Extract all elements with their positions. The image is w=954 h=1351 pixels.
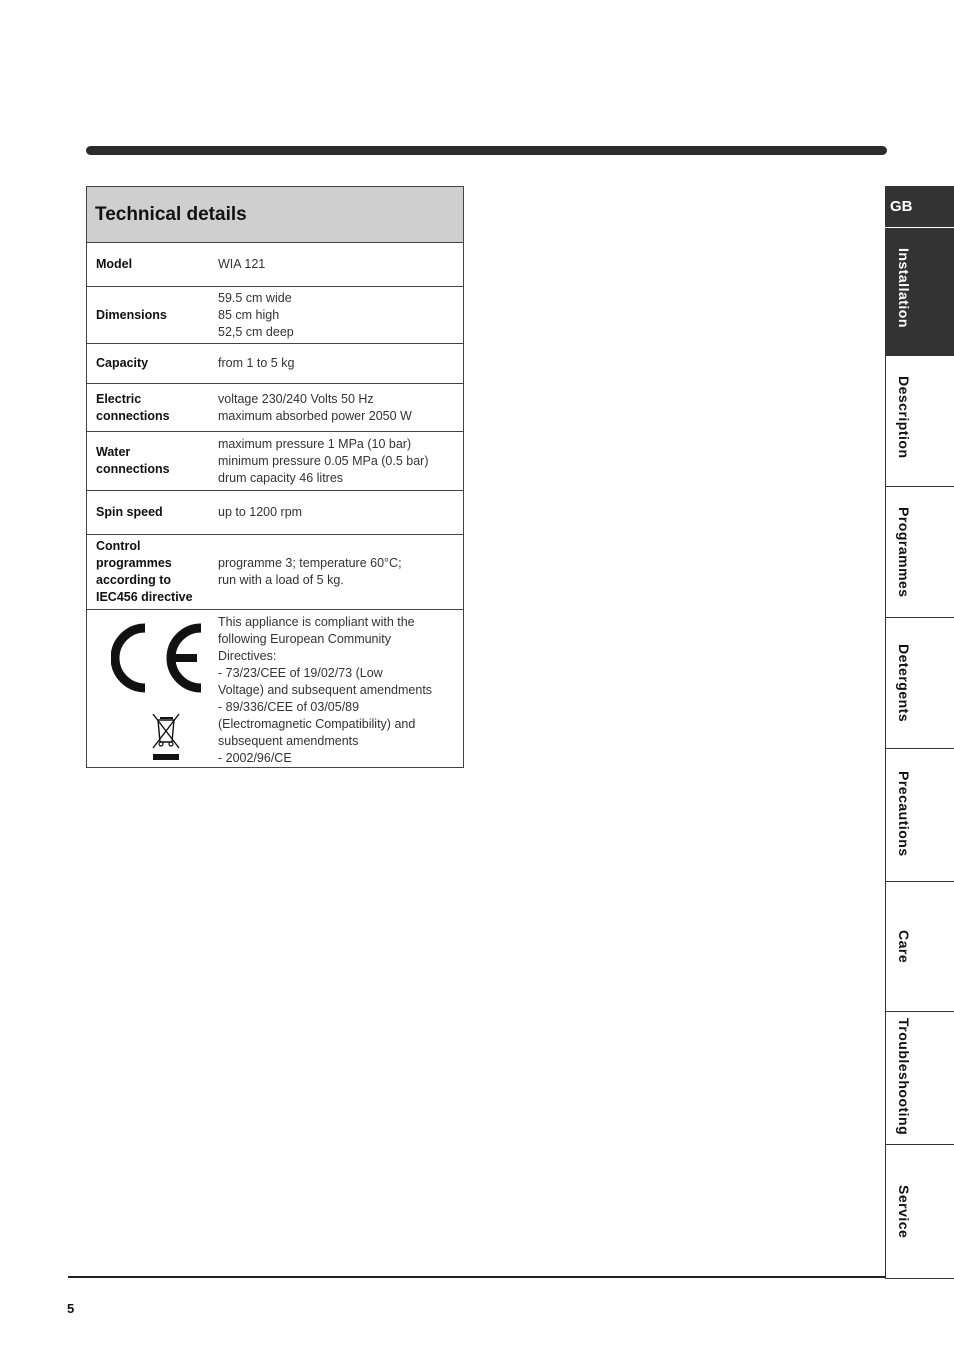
language-tab[interactable] bbox=[885, 186, 954, 228]
ce-mark-icon bbox=[111, 622, 205, 694]
spec-label: Model bbox=[96, 257, 133, 271]
tab-detergents[interactable] bbox=[885, 618, 954, 749]
tab-troubleshooting[interactable] bbox=[885, 1012, 954, 1145]
language-label: GB bbox=[890, 198, 913, 215]
compliance-text: Voltage) and subsequent amendments bbox=[218, 683, 433, 697]
tab-care[interactable] bbox=[885, 882, 954, 1012]
compliance-text: following European Community bbox=[218, 632, 392, 646]
spec-label: Spin speed bbox=[96, 505, 163, 519]
spec-row-water bbox=[87, 432, 463, 491]
spec-label: Control programmes according to IEC456 directive bbox=[96, 539, 193, 604]
compliance-text: (Electromagnetic Compatibility) and bbox=[218, 717, 416, 731]
tab-description[interactable] bbox=[885, 356, 954, 487]
top-divider-bar bbox=[86, 146, 887, 155]
compliance-text: - 89/336/CEE of 03/05/89 bbox=[218, 700, 360, 714]
spec-value: 52,5 cm deep bbox=[218, 324, 294, 339]
tab-label: Service bbox=[896, 1185, 912, 1239]
tab-installation[interactable] bbox=[885, 228, 954, 356]
spec-row-capacity bbox=[87, 344, 463, 384]
tab-label: Care bbox=[896, 930, 912, 964]
tab-programmes[interactable] bbox=[885, 487, 954, 618]
tab-label: Troubleshooting bbox=[896, 1018, 912, 1136]
bottom-divider bbox=[68, 1276, 886, 1278]
table-header bbox=[87, 187, 463, 243]
spec-value: drum capacity 46 litres bbox=[218, 470, 344, 485]
spec-row-electric bbox=[87, 384, 463, 432]
spec-value: from 1 to 5 kg bbox=[218, 356, 295, 370]
tab-label: Detergents bbox=[896, 644, 912, 723]
spec-label: Capacity bbox=[96, 356, 149, 370]
tab-label: Programmes bbox=[896, 507, 912, 598]
spec-value: maximum pressure 1 MPa (10 bar) bbox=[218, 436, 412, 451]
tab-label: Description bbox=[896, 376, 912, 459]
spec-value: minimum pressure 0.05 MPa (0.5 bar) bbox=[218, 453, 429, 468]
technical-details-table bbox=[86, 186, 464, 768]
spec-row-compliance bbox=[87, 610, 463, 767]
compliance-text: Directives: bbox=[218, 649, 277, 663]
page-number: 5 bbox=[67, 1301, 75, 1316]
tab-service[interactable] bbox=[885, 1145, 954, 1279]
tab-label: Installation bbox=[896, 248, 912, 328]
compliance-text: This appliance is compliant with the bbox=[218, 615, 415, 629]
spec-label: Water connections bbox=[96, 445, 170, 476]
spec-row-spin-speed bbox=[87, 491, 463, 535]
spec-row-control-programmes bbox=[87, 535, 463, 610]
spec-label: Electric connections bbox=[96, 391, 170, 423]
compliance-text: - 2002/96/CE bbox=[218, 751, 292, 765]
spec-value: voltage 230/240 Volts 50 Hz bbox=[218, 391, 374, 406]
compliance-text: subsequent amendments bbox=[218, 734, 359, 748]
spec-value: 59.5 cm wide bbox=[218, 290, 292, 305]
tab-precautions[interactable] bbox=[885, 749, 954, 882]
spec-label: Dimensions bbox=[96, 307, 167, 322]
spec-value: up to 1200 rpm bbox=[218, 505, 303, 519]
weee-crossed-bin-icon bbox=[151, 710, 181, 762]
spec-value: WIA 121 bbox=[218, 257, 266, 271]
section-title: Technical details bbox=[95, 203, 247, 225]
spec-value: run with a load of 5 kg. bbox=[218, 573, 344, 587]
spec-value: 85 cm high bbox=[218, 307, 280, 322]
tab-label: Precautions bbox=[896, 771, 912, 857]
spec-row-dimensions bbox=[87, 287, 463, 344]
section-tabs bbox=[885, 186, 954, 1279]
spec-value: programme 3; temperature 60°C; bbox=[218, 556, 402, 570]
spec-row-model bbox=[87, 243, 463, 287]
spec-value: maximum absorbed power 2050 W bbox=[218, 408, 412, 423]
compliance-text: - 73/23/CEE of 19/02/73 (Low bbox=[218, 666, 383, 680]
